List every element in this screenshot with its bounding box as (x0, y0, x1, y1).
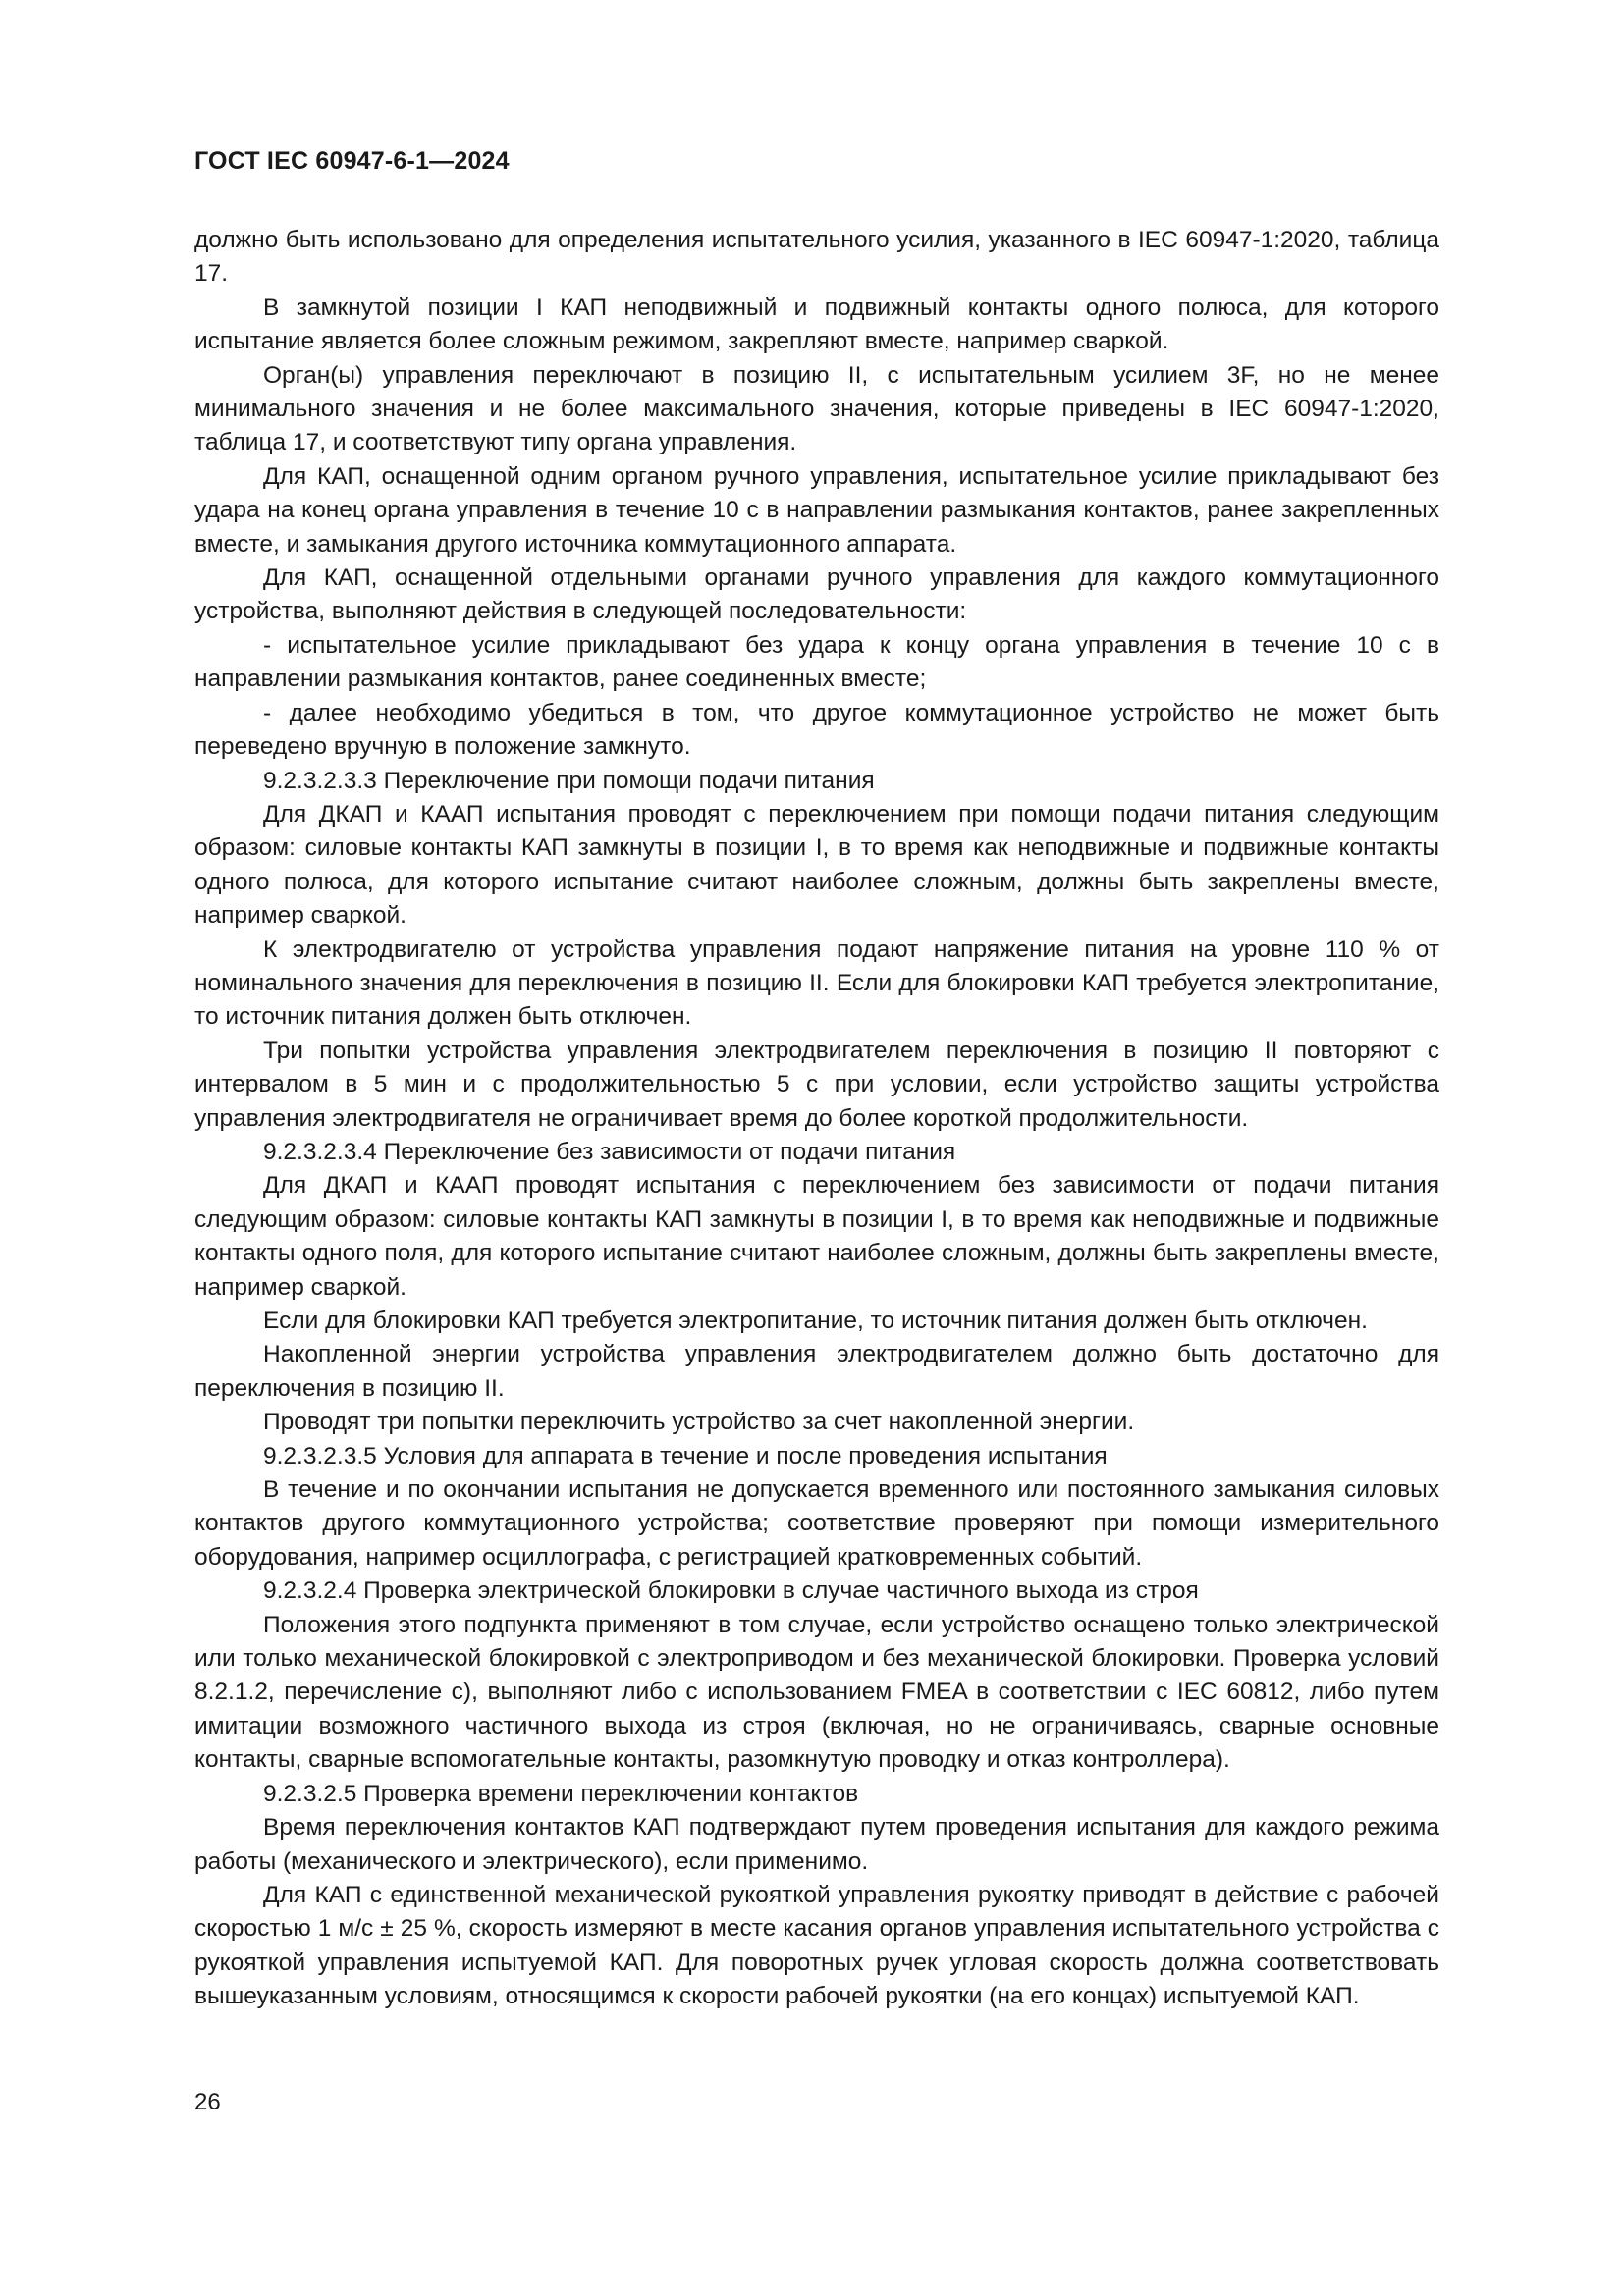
paragraph: Проводят три попытки переключить устройство за счет накопленной энергии. (263, 1409, 1135, 1436)
body-text (194, 224, 1439, 2014)
paragraph: Три попытки устройства управления электродвигателем переключения в позицию II повторяют с интервалом в 5 мин и с продолжительностью 5 с при условии, если устройство защиты устройства управления электродвигателя не ограничивает время до более короткой продолжительности. (194, 1037, 1439, 1132)
paragraph: Для ДКАП и КААП проводят испытания с переключением без зависимости от подачи питания следующим образом: силовые контакты КАП замкнуты в позиции I, в то время как неподвижные и подвижные контакты одного поля, для которого испытание считают наиболее сложным, должны быть закреплены вместе, например сваркой. (194, 1172, 1439, 1301)
paragraph: В течение и по окончании испытания не допускается временного или постоянного замыкания силовых контактов другого коммутационного устройства; соответствие проверяют при помощи измерительного оборудования, например осциллографа, с регистрацией кратковременных событий. (194, 1476, 1439, 1571)
paragraph: Для КАП, оснащенной отдельными органами ручного управления для каждого коммутационного устройства, выполняют действия в следующей последовательности: (194, 564, 1439, 625)
list-item: - далее необходимо убедиться в том, что другое коммутационное устройство не может быть переведено вручную в положение замкнуто. (194, 699, 1439, 761)
page-number: 26 (194, 2089, 221, 2115)
paragraph: Накопленной энергии устройства управления электродвигателем должно быть достаточно для переключения в позицию II. (194, 1341, 1439, 1402)
section-heading: 9.2.3.2.3.3 Переключение при помощи подачи питания (263, 767, 875, 794)
section-heading: 9.2.3.2.4 Проверка электрической блокировки в случае частичного выхода из строя (263, 1577, 1199, 1605)
paragraph: Для ДКАП и КААП испытания проводят с переключением при помощи подачи питания следующим образом: силовые контакты КАП замкнуты в позиции I, в то время как неподвижные и подвижные контакты одного полюса, для которого испытание считают наиболее сложным, должны быть закреплены вместе, например сваркой. (194, 800, 1439, 930)
section-heading: 9.2.3.2.5 Проверка времени переключении контактов (263, 1780, 859, 1807)
paragraph: Орган(ы) управления переключают в позицию II, с испытательным усилием 3F, но не менее минимального значения и не более максимального значения, которые приведены в IEC 60947-1:2020, таблица 17, и соответствуют типу органа управления. (194, 361, 1439, 456)
paragraph: В замкнутой позиции I КАП неподвижный и подвижный контакты одного полюса, для которого испытание является более сложным режимом, закрепляют вместе, например сваркой. (194, 294, 1439, 355)
paragraph: должно быть использовано для определения испытательного усилия, указанного в IEC 60947-1:2020, таблица 17. (194, 227, 1439, 288)
standard-header: ГОСТ IEC 60947-6-1—2024 (194, 147, 510, 175)
paragraph: Положения этого подпункта применяют в том случае, если устройство оснащено только электрической или только механической блокировкой с электроприводом и без механической блокировки. Проверка условий 8.2.1.2, перечисление с), выполняют либо с использованием FMEA в соответствии с IEC 60812, либо путем имитации возможного частичного выхода из строя (включая, но не ограничиваясь, сварные основные контакты, сварные вспомогательные контакты, разомкнутую проводку и отказ контроллера). (194, 1611, 1439, 1774)
paragraph: К электродвигателю от устройства управления подают напряжение питания на уровне 110 % от номинального значения для переключения в позицию II. Если для блокировки КАП требуется электропитание, то источник питания должен быть отключен. (194, 935, 1439, 1031)
section-heading: 9.2.3.2.3.5 Условия для аппарата в течение и после проведения испытания (263, 1442, 1108, 1469)
section-heading: 9.2.3.2.3.4 Переключение без зависимости от подачи питания (263, 1138, 956, 1165)
paragraph: Для КАП с единственной механической рукояткой управления рукоятку приводят в действие с рабочей скоростью 1 м/с ± 25 %, скорость измеряют в месте касания органов управления испытательного устройства с рукояткой управления испытуемой КАП. Для поворотных ручек угловая скорость должна соответствовать вышеуказанным условиям, относящимся к скорости рабочей рукоятки (на его концах) испытуемой КАП. (194, 1881, 1439, 2010)
paragraph: Если для блокировки КАП требуется электропитание, то источник питания должен быть отключен. (263, 1308, 1368, 1334)
paragraph: Время переключения контактов КАП подтверждают путем проведения испытания для каждого режима работы (механического и электрического), если применимо. (194, 1814, 1439, 1875)
paragraph: Для КАП, оснащенной одним органом ручного управления, испытательное усилие прикладывают без удара на конец органа управления в течение 10 с в направлении размыкания контактов, ранее закрепленных вместе, и замыкания другого источника коммутационного аппарата. (194, 462, 1439, 558)
list-item: - испытательное усилие прикладывают без удара к концу органа управления в течение 10 с в направлении размыкания контактов, ранее соединенных вместе; (194, 631, 1439, 693)
